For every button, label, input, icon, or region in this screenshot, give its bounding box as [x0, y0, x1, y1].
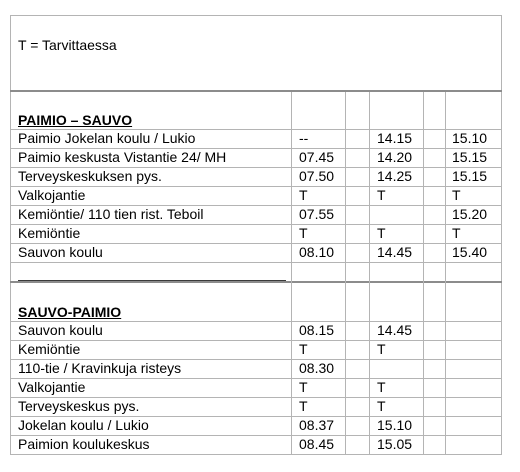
departure-time: T [299, 187, 308, 203]
column-rule [345, 92, 346, 454]
departure-time: 07.45 [299, 149, 335, 165]
stop-name: Kemiöntie [18, 225, 81, 241]
table-right-border [501, 15, 502, 454]
stop-name: Jokelan koulu / Lukio [18, 417, 149, 433]
row-rule [10, 340, 502, 341]
departure-time: 15.40 [452, 244, 488, 260]
stop-name: Paimion koulukeskus [18, 436, 150, 452]
stop-name: Terveyskeskuksen pys. [18, 168, 162, 184]
departure-time: 14.25 [377, 168, 413, 184]
stop-name: Sauvon koulu [18, 322, 103, 338]
legend-text: T = Tarvittaessa [18, 37, 117, 53]
row-rule [10, 224, 502, 225]
departure-time: T [452, 225, 461, 241]
departure-time: T [299, 379, 308, 395]
departure-time: 14.20 [377, 149, 413, 165]
column-rule [423, 92, 424, 454]
stop-name: Kemiöntie/ 110 tien rist. Teboil [18, 206, 204, 222]
departure-time: 08.15 [299, 322, 335, 338]
section-divider [10, 281, 502, 283]
stop-name: Paimio Jokelan koulu / Lukio [18, 130, 196, 146]
row-rule [10, 262, 502, 263]
column-rule [291, 92, 292, 454]
table-bottom-border [10, 454, 502, 455]
departure-time: 14.45 [377, 322, 413, 338]
departure-time: T [299, 341, 308, 357]
departure-time: 08.37 [299, 417, 335, 433]
departure-time: 07.50 [299, 168, 335, 184]
departure-time: 08.30 [299, 360, 335, 376]
departure-time: 15.15 [452, 168, 488, 184]
table-left-border [10, 15, 11, 454]
departure-time: T [377, 187, 386, 203]
table-top-border [10, 15, 502, 16]
column-rule [369, 92, 370, 454]
stop-name: Sauvon koulu [18, 244, 103, 260]
departure-time: 15.10 [377, 417, 413, 433]
departure-time: T [377, 398, 386, 414]
departure-time: T [377, 379, 386, 395]
departure-time: 14.15 [377, 130, 413, 146]
departure-time: 08.10 [299, 244, 335, 260]
departure-time: T [377, 341, 386, 357]
departure-time: T [299, 225, 308, 241]
stop-name: Paimio keskusta Vistantie 24/ MH [18, 149, 227, 165]
stop-name: Valkojantie [18, 187, 86, 203]
departure-time: 14.45 [377, 244, 413, 260]
departure-time: 15.10 [452, 130, 488, 146]
departure-time: 15.05 [377, 436, 413, 452]
stop-name: Terveyskeskus pys. [18, 398, 140, 414]
departure-time: 08.45 [299, 436, 335, 452]
stop-name: Valkojantie [18, 379, 86, 395]
stop-name: 110-tie / Kravinkuja risteys [18, 360, 182, 376]
section-title: SAUVO-PAIMIO [18, 304, 122, 320]
departure-time: 15.15 [452, 149, 488, 165]
departure-time: -- [299, 130, 309, 146]
departure-time: T [452, 187, 461, 203]
departure-time: 07.55 [299, 206, 335, 222]
departure-time: T [299, 398, 308, 414]
section-title: PAIMIO – SAUVO [18, 112, 133, 128]
departure-time: 15.20 [452, 206, 488, 222]
column-rule [445, 92, 446, 454]
section-divider [10, 90, 502, 92]
stop-name: Kemiöntie [18, 341, 81, 357]
departure-time: T [377, 225, 386, 241]
